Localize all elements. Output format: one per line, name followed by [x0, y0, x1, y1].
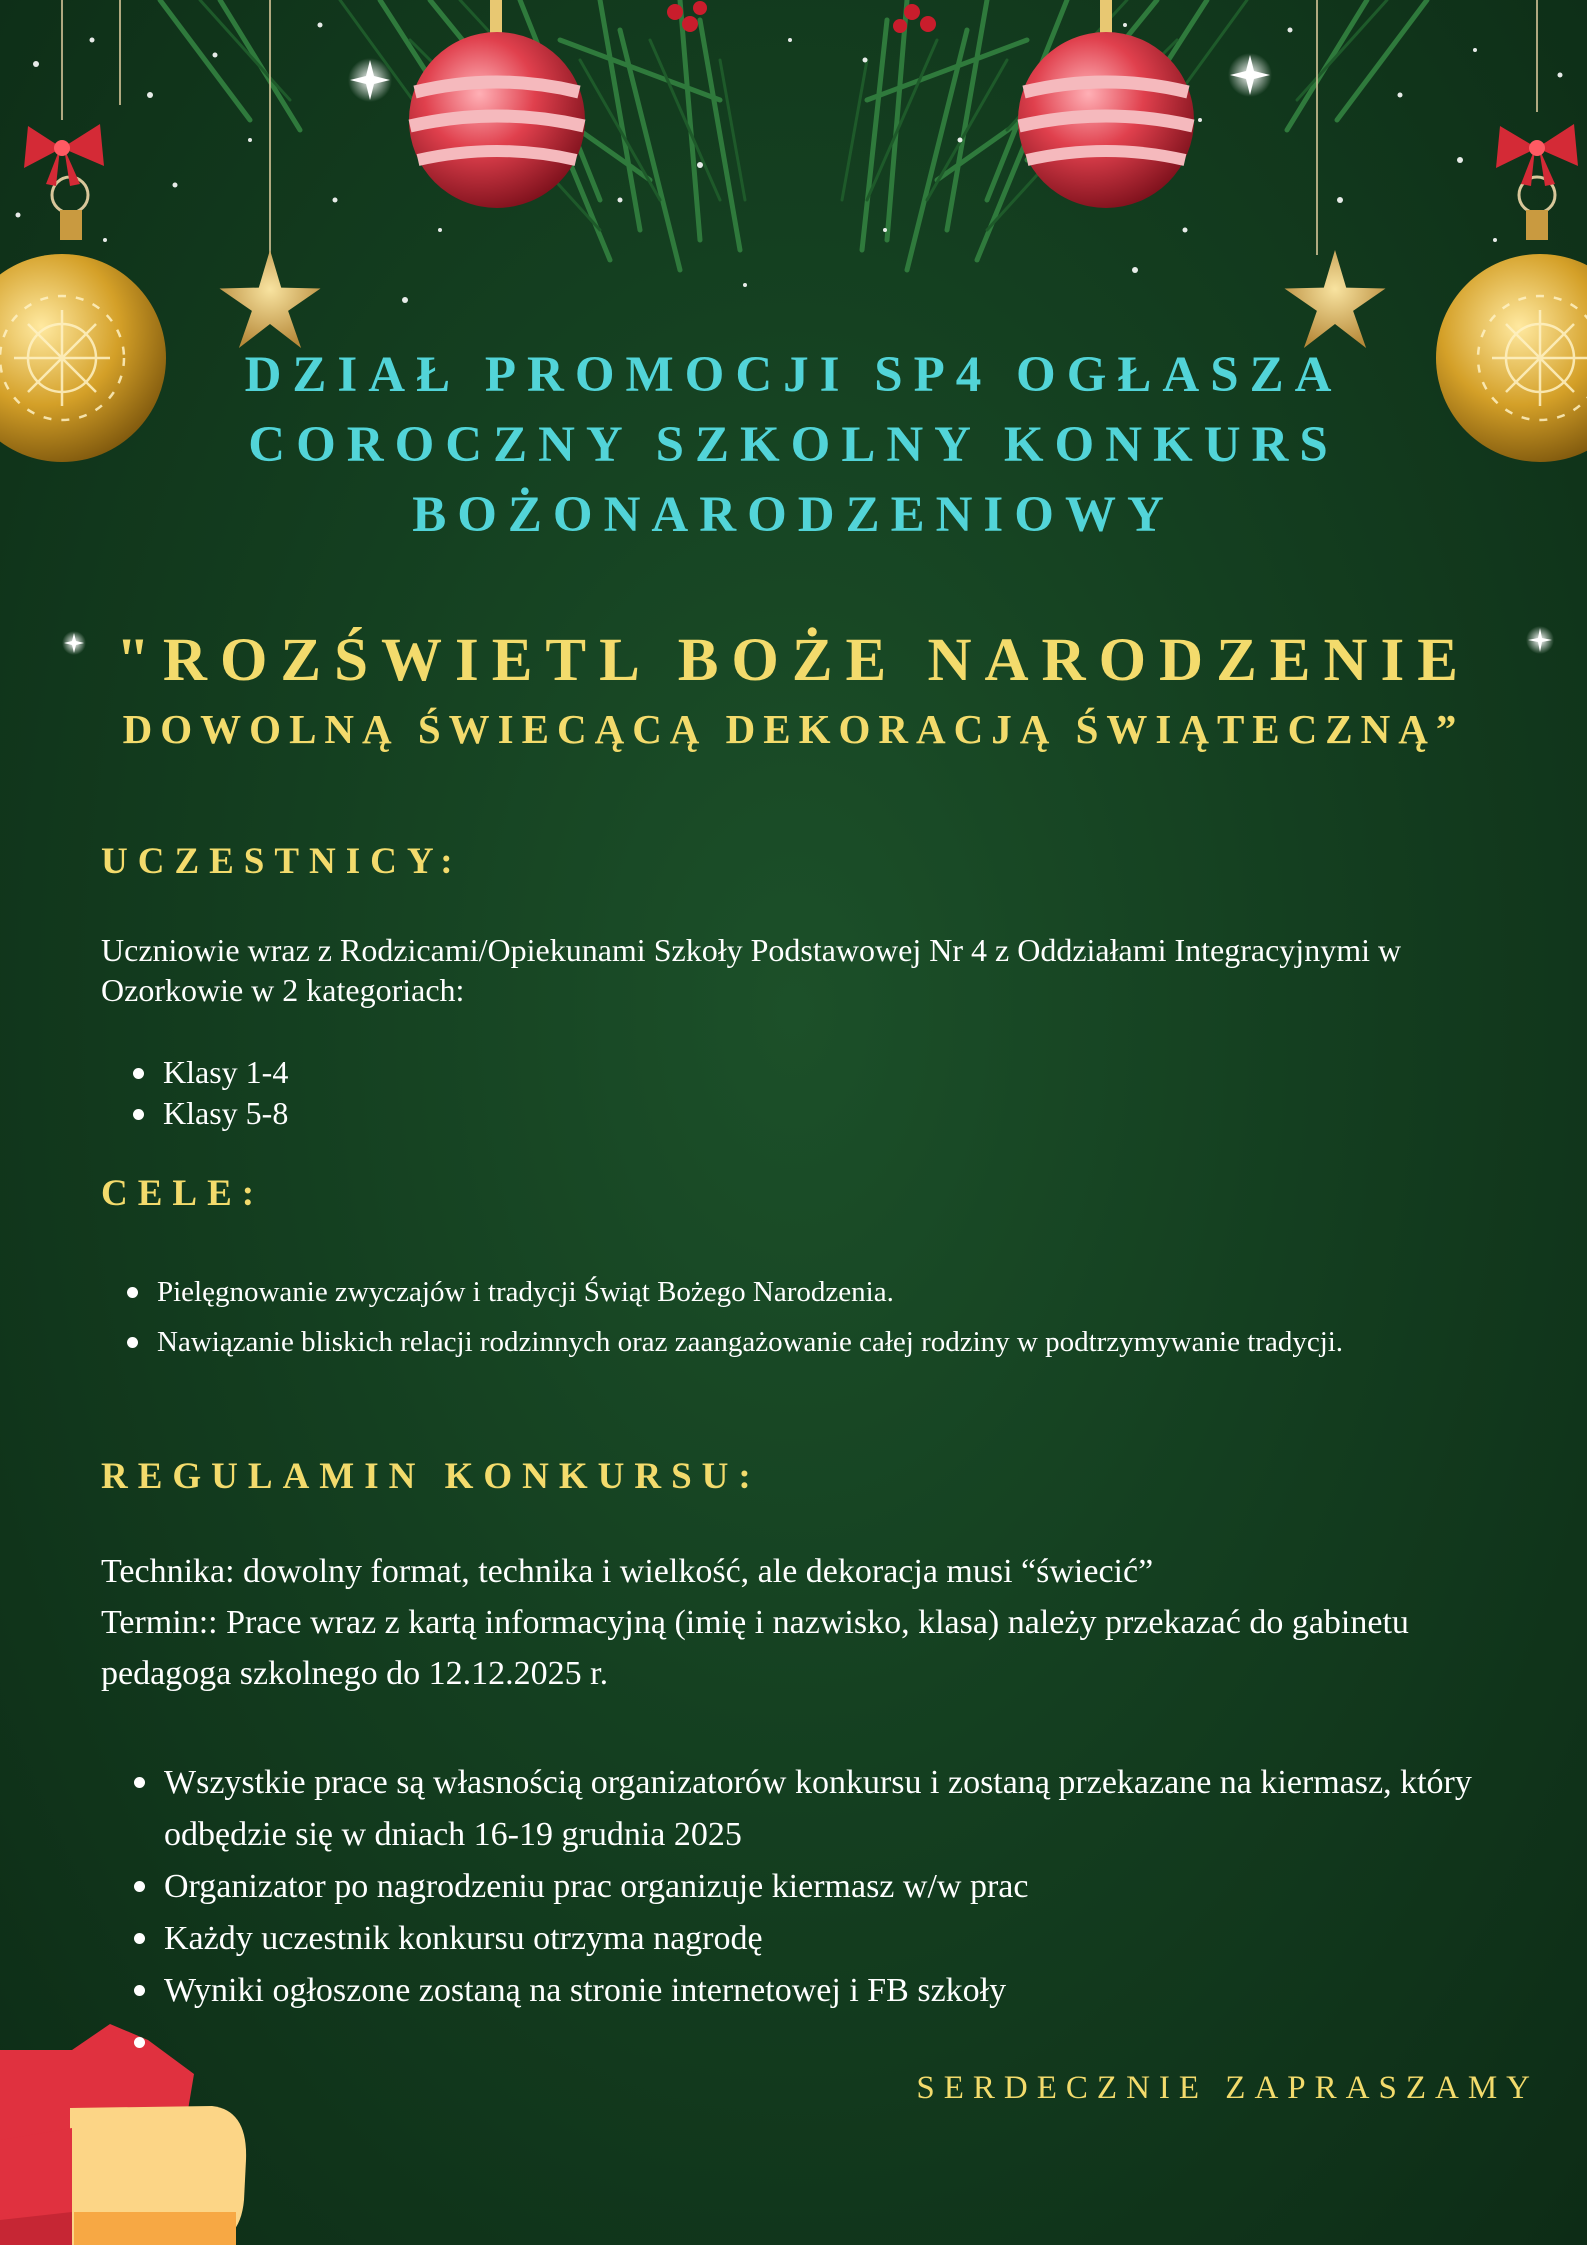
- rules-text: [101, 1546, 1521, 1699]
- participants-text: Uczniowie wraz z Rodzicami/Opiekunami Szkoły Podstawowej Nr 4 z Oddziałami Integracyjnymi w Ozorkowie w 2 kategoriach:: [101, 932, 1402, 1008]
- goals-list: [157, 1267, 1537, 1367]
- categories-list: [163, 1052, 288, 1134]
- rules-list: [164, 1757, 1524, 2055]
- contest-title: "ROZŚWIETL BOŻE NARODZENIE: [116, 627, 1471, 694]
- list-item: Klasy 1-4: [163, 1052, 288, 1093]
- header-line: BOŻONARODZENIOWY: [412, 487, 1175, 543]
- goals-heading: CELE:: [101, 1173, 265, 1214]
- invitation-text: SERDECZNIE ZAPRASZAMY: [916, 2070, 1539, 2106]
- list-item: Wyniki ogłoszone zostaną na stronie internetowej i FB szkoły: [164, 1965, 1524, 2017]
- header-line: COROCZNY SZKOLNY KONKURS: [248, 417, 1339, 473]
- red-bauble-icon: [1018, 0, 1194, 208]
- deadline-text: Termin:: Prace wraz z kartą informacyjną (imię i nazwisko, klasa) należy przekazać do gabinetu pedagoga szkolnego do 12.12.2025 r.: [101, 1604, 1409, 1692]
- red-bauble-icon: [409, 0, 585, 208]
- header-line: DZIAŁ PROMOCJI SP4 OGŁASZA: [244, 347, 1343, 403]
- list-item-empty: [164, 2017, 1524, 2055]
- gold-star-icon: [220, 250, 321, 348]
- gift-box-icon: [0, 2024, 246, 2245]
- list-item: Wszystkie prace są własnością organizatorów konkursu i zostaną przekazane na kiermasz, który odbędzie się w dniach 16-19 grudnia 2025: [164, 1757, 1524, 1861]
- rules-heading: REGULAMIN KONKURSU:: [101, 1456, 761, 1497]
- gold-star-icon: [1285, 250, 1386, 348]
- list-item: Każdy uczestnik konkursu otrzyma nagrodę: [164, 1913, 1524, 1965]
- holly-berries-icon: [667, 1, 936, 33]
- participants-heading: UCZESTNICY:: [101, 841, 463, 882]
- list-item: Pielęgnowanie zwyczajów i tradycji Świąt Bożego Narodzenia.: [157, 1267, 1537, 1317]
- technique-text: Technika: dowolny format, technika i wielkość, ale dekoracja musi “świecić”: [101, 1553, 1154, 1590]
- list-item: Nawiązanie bliskich relacji rodzinnych oraz zaangażowanie całej rodziny w podtrzymywanie tradycji.: [157, 1317, 1537, 1367]
- contest-subtitle: DOWOLNĄ ŚWIECĄCĄ DEKORACJĄ ŚWIĄTECZNĄ”: [122, 706, 1465, 752]
- list-item: Organizator po nagrodzeniu prac organizuje kiermasz w/w prac: [164, 1861, 1524, 1913]
- announcement-header: [120, 340, 1467, 550]
- list-item: Klasy 5-8: [163, 1093, 288, 1134]
